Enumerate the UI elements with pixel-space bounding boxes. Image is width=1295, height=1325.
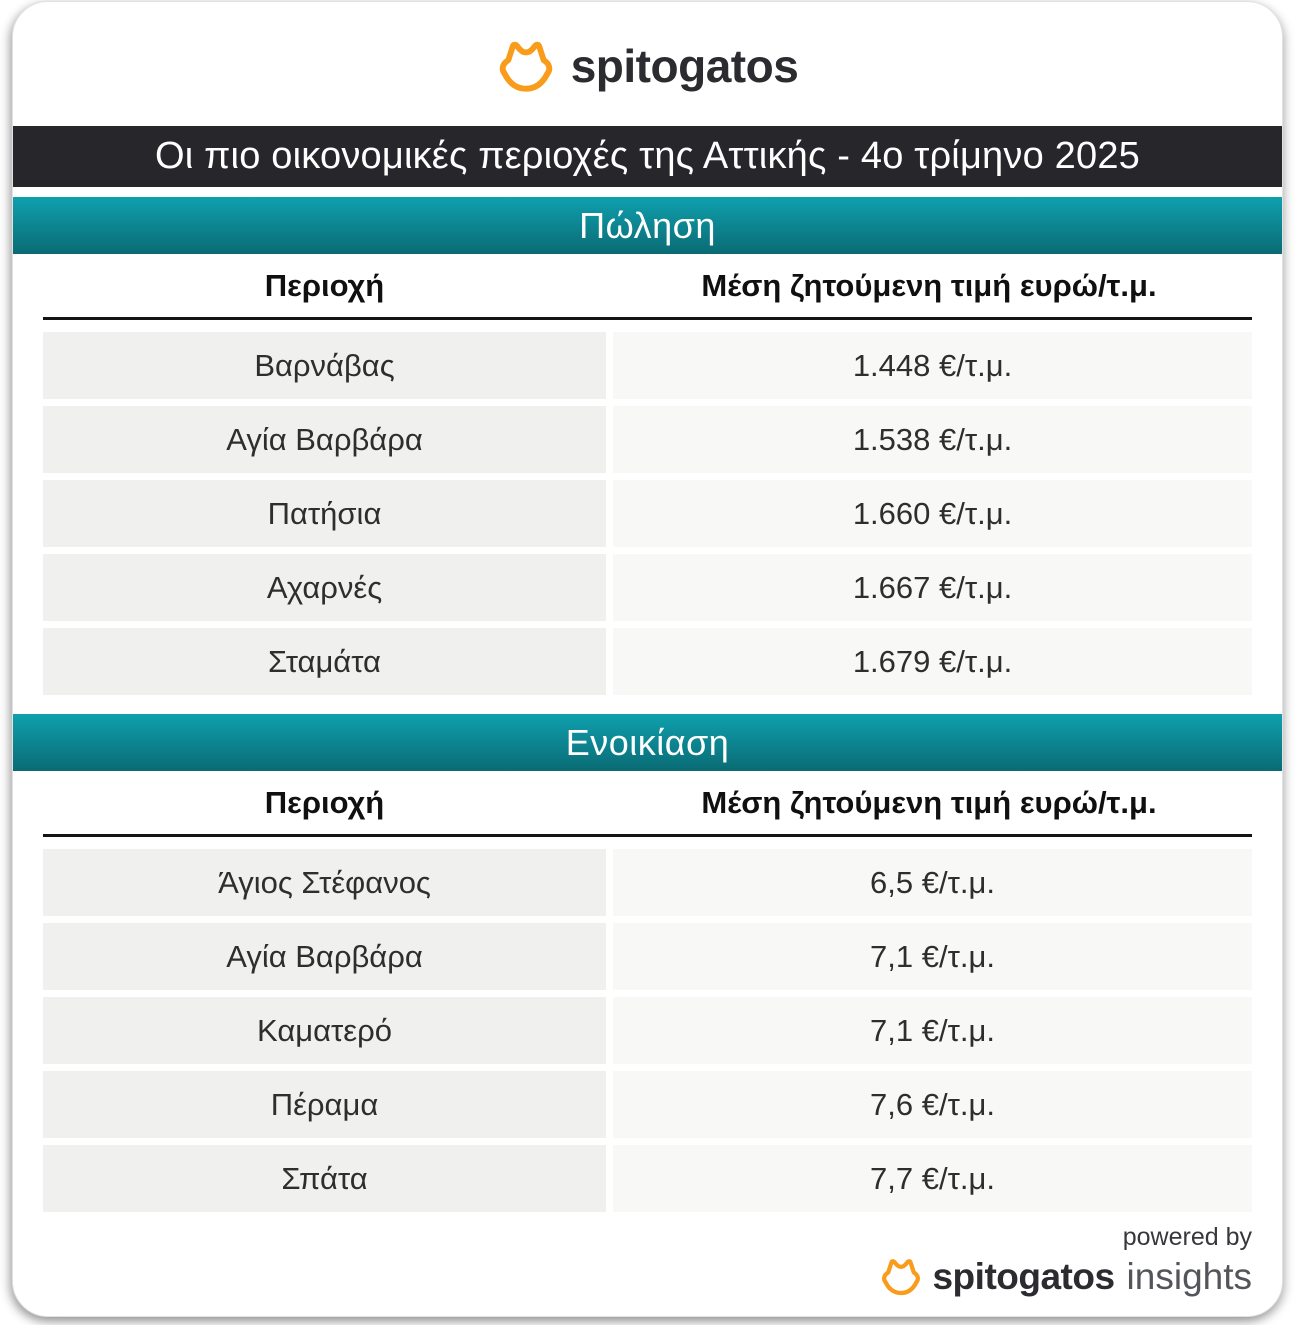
price-cell: 7,1 €/τ.μ. xyxy=(613,923,1252,990)
price-cell: 7,6 €/τ.μ. xyxy=(613,1071,1252,1138)
table-row xyxy=(43,332,1252,399)
section-label: Πώληση xyxy=(579,204,716,246)
spitogatos-insights-logo xyxy=(880,1256,1252,1298)
area-cell: Σταμάτα xyxy=(43,628,606,695)
table-row xyxy=(43,554,1252,621)
area-cell: Άγιος Στέφανος xyxy=(43,849,606,916)
page-title: Οι πιο οικονομικές περιοχές της Αττικής - 4ο τρίμηνο 2025 xyxy=(154,135,1141,177)
price-cell: 7,1 €/τ.μ. xyxy=(613,997,1252,1064)
price-cell: 1.538 €/τ.μ. xyxy=(613,406,1252,473)
insights-wordmark: insights xyxy=(1126,1256,1252,1297)
column-header-area: Περιοχή xyxy=(264,784,385,820)
sale-table xyxy=(43,332,1252,695)
rent-table xyxy=(43,849,1252,1212)
brand-wordmark: spitogatos xyxy=(932,1256,1115,1297)
cat-icon xyxy=(880,1258,922,1296)
area-cell: Καματερό xyxy=(43,997,606,1064)
price-cell: 1.667 €/τ.μ. xyxy=(613,554,1252,621)
cat-icon xyxy=(497,40,555,93)
area-cell: Πατήσια xyxy=(43,480,606,547)
area-cell: Αχαρνές xyxy=(43,554,606,621)
footer xyxy=(880,1223,1252,1298)
area-cell: Πέραμα xyxy=(43,1071,606,1138)
page-title-bar xyxy=(13,126,1282,187)
area-cell: Βαρνάβας xyxy=(43,332,606,399)
price-cell: 1.679 €/τ.μ. xyxy=(613,628,1252,695)
section-header-rent xyxy=(13,714,1282,771)
price-cell: 7,7 €/τ.μ. xyxy=(613,1145,1252,1212)
brand-wordmark: spitogatos xyxy=(570,40,799,92)
column-header-price: Μέση ζητούμενη τιμή ευρώ/τ.μ. xyxy=(701,784,1157,820)
spitogatos-logo xyxy=(13,36,1282,96)
table-row xyxy=(43,628,1252,695)
area-cell: Σπάτα xyxy=(43,1145,606,1212)
table-row xyxy=(43,1145,1252,1212)
table-row xyxy=(43,406,1252,473)
powered-by-label: powered by xyxy=(1122,1223,1252,1251)
price-cell: 1.660 €/τ.μ. xyxy=(613,480,1252,547)
column-header-price: Μέση ζητούμενη τιμή ευρώ/τ.μ. xyxy=(701,267,1157,303)
table-row xyxy=(43,997,1252,1064)
section-header-sale xyxy=(13,197,1282,254)
price-cell: 6,5 €/τ.μ. xyxy=(613,849,1252,916)
table-row xyxy=(43,923,1252,990)
sale-table-header xyxy=(43,254,1252,320)
table-row xyxy=(43,480,1252,547)
area-cell: Αγία Βαρβάρα xyxy=(43,923,606,990)
infographic-card xyxy=(12,1,1283,1317)
price-cell: 1.448 €/τ.μ. xyxy=(613,332,1252,399)
table-row xyxy=(43,1071,1252,1138)
column-header-area: Περιοχή xyxy=(264,267,385,303)
rent-table-header xyxy=(43,771,1252,837)
section-label: Ενοικίαση xyxy=(565,721,730,763)
area-cell: Αγία Βαρβάρα xyxy=(43,406,606,473)
table-row xyxy=(43,849,1252,916)
